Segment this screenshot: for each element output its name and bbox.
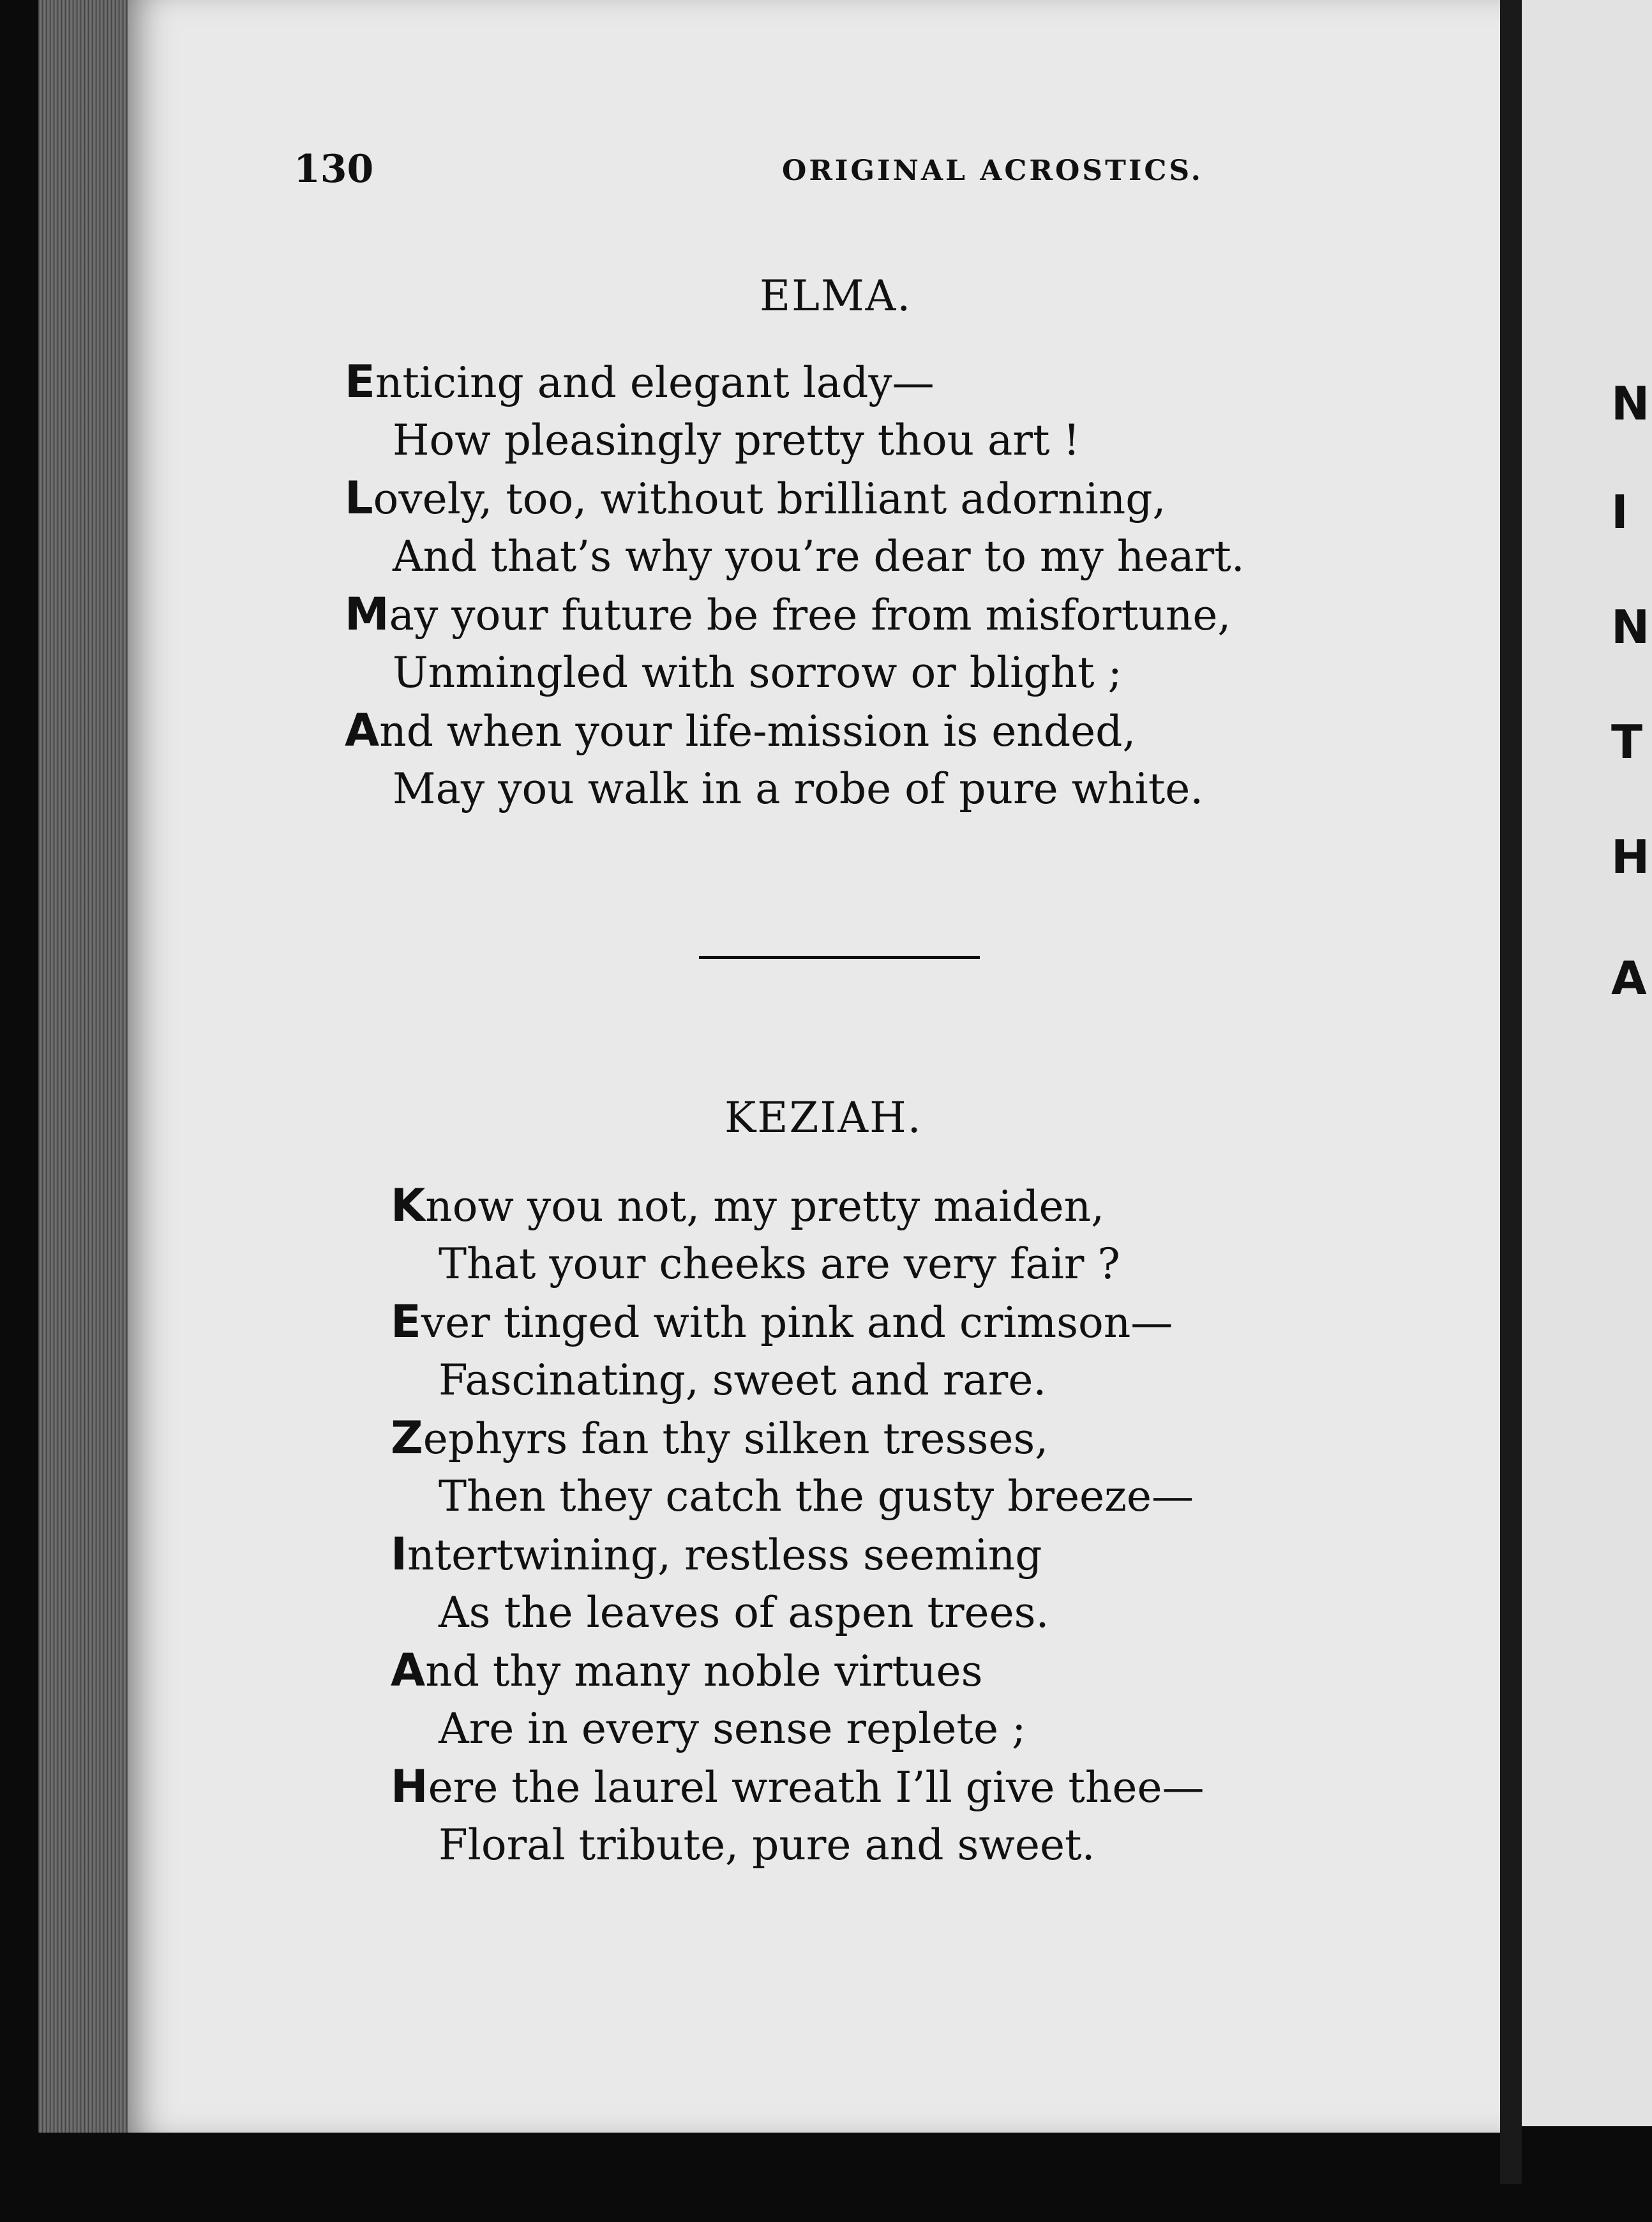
verse-line-text: Fascinating, sweet and rare. [439, 1356, 1047, 1405]
facing-page-letter: N [1611, 600, 1650, 654]
verse-line [391, 1758, 1205, 1816]
poem-keziah [391, 1177, 1205, 1874]
verse-line-text: ntertwining, restless seeming [407, 1530, 1042, 1580]
facing-page-letter: I [1611, 485, 1628, 539]
running-title: ORIGINAL ACROSTICS. [782, 155, 1203, 187]
verse-line [391, 1351, 1205, 1409]
verse-line-text: now you not, my pretty maiden, [425, 1182, 1105, 1231]
verse-line-text: May you walk in a robe of pure white. [393, 764, 1204, 813]
verse-line-text: How pleasingly pretty thou art ! [393, 416, 1080, 465]
acrostic-initial: H [391, 1760, 428, 1813]
acrostic-initial: L [345, 472, 373, 524]
poem-title-elma: ELMA. [760, 271, 912, 321]
verse-line-text: nd thy many noble virtues [425, 1647, 983, 1696]
verse-line [345, 760, 1245, 818]
acrostic-initial: I [391, 1528, 408, 1580]
verse-line [391, 1177, 1205, 1235]
verse-line-text: ay your future be free from misfortune, [389, 591, 1231, 640]
verse-line [391, 1642, 1205, 1700]
verse-line-text: ephyrs fan thy silken tresses, [423, 1414, 1049, 1463]
verse-line-text: Floral tribute, pure and sweet. [439, 1820, 1095, 1870]
verse-line-text: Then they catch the gusty breeze— [439, 1472, 1194, 1521]
verse-line [391, 1409, 1205, 1467]
verse-line-text: And that’s why you’re dear to my heart. [393, 532, 1245, 581]
facing-page-letter: A [1611, 951, 1647, 1005]
acrostic-initial: A [345, 704, 380, 757]
acrostic-initial: M [345, 588, 389, 640]
verse-line-text: ere the laurel wreath I’ll give thee— [428, 1763, 1205, 1812]
verse-line [391, 1467, 1205, 1525]
facing-page-letter: T [1611, 715, 1643, 769]
page-number: 130 [294, 147, 374, 192]
section-divider [699, 956, 980, 959]
facing-page-letter: N [1611, 377, 1650, 430]
acrostic-initial: E [391, 1296, 421, 1348]
verse-line [345, 469, 1245, 527]
verse-line-text: As the leaves of aspen trees. [439, 1588, 1049, 1637]
verse-line [345, 353, 1245, 411]
poem-elma [345, 353, 1245, 818]
verse-line [345, 586, 1245, 644]
verse-line [391, 1700, 1205, 1758]
acrostic-initial: Z [391, 1412, 423, 1464]
verse-line [345, 644, 1245, 702]
verse-line [391, 1816, 1205, 1874]
poem-title-keziah: KEZIAH. [725, 1093, 922, 1142]
facing-page-letter: H [1611, 830, 1650, 884]
verse-line-text: Are in every sense replete ; [439, 1704, 1026, 1753]
verse-line [345, 702, 1245, 760]
verse-line-text: Unmingled with sorrow or blight ; [393, 648, 1122, 697]
verse-line-text: nd when your life-mission is ended, [379, 707, 1136, 756]
verse-line [345, 411, 1245, 469]
verse-line-text: ovely, too, without brilliant adorning, [373, 474, 1166, 524]
acrostic-initial: A [391, 1644, 426, 1697]
book-spine [1500, 0, 1522, 2184]
verse-line-text: nticing and elegant lady— [375, 358, 935, 407]
page-edge-stack [38, 0, 134, 2133]
acrostic-initial: E [345, 356, 375, 408]
verse-line [391, 1235, 1205, 1293]
verse-line [391, 1293, 1205, 1351]
verse-line-text: ver tinged with pink and crimson— [421, 1298, 1173, 1347]
verse-line [345, 527, 1245, 586]
verse-line [391, 1525, 1205, 1583]
verse-line-text: That your cheeks are very fair ? [439, 1239, 1120, 1289]
verse-line [391, 1583, 1205, 1642]
facing-page [1522, 0, 1652, 2126]
acrostic-initial: K [391, 1179, 426, 1232]
